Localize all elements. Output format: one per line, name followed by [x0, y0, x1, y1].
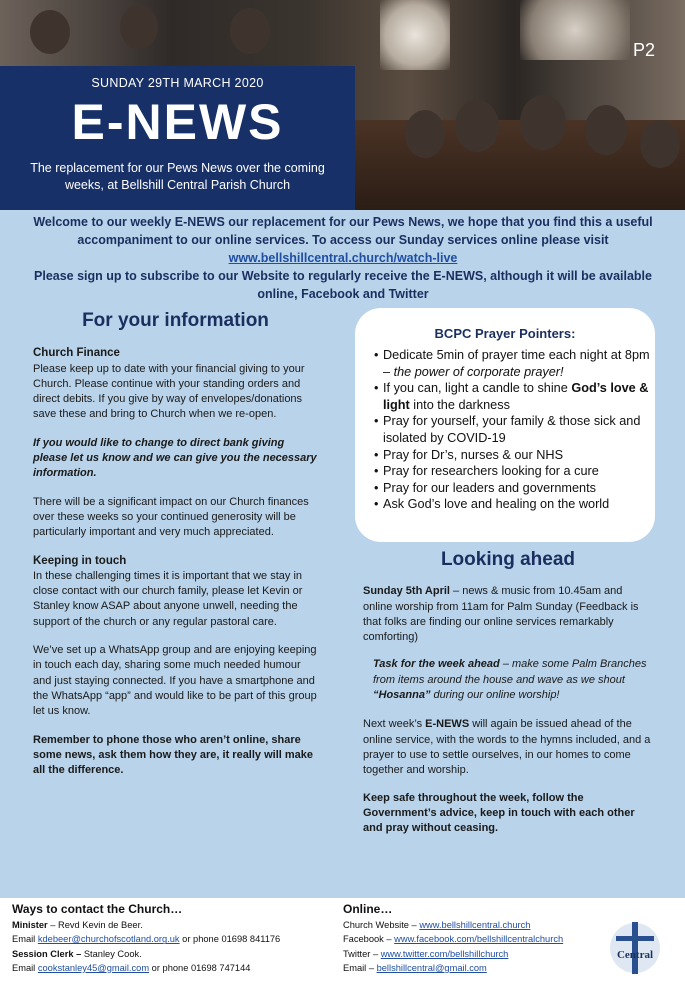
- info-heading: For your information: [82, 310, 269, 331]
- title-box: [0, 66, 355, 210]
- congregation-head: [520, 95, 566, 150]
- congregation-head: [30, 10, 70, 54]
- online-section: [343, 902, 603, 975]
- church-window: [520, 0, 630, 60]
- minister-contact: Email kdebeer@churchofscotland.org.uk or phone 01698 841176: [12, 934, 281, 945]
- list-item: • Pray for our leaders and governments: [383, 480, 655, 497]
- contact-heading: Ways to contact the Church…: [12, 902, 183, 916]
- website-link[interactable]: www.bellshillcentral.church: [419, 920, 531, 931]
- congregation-head: [640, 120, 680, 168]
- ahead-heading: Looking ahead: [440, 549, 576, 570]
- twitter-link[interactable]: www.twitter.com/bellshillchurch: [380, 948, 509, 959]
- congregation-head: [405, 110, 445, 158]
- finance-text: Please keep up to date with your financial giving to your Church. Please continue with your standing orders and direct debits. If you give by way of envelopes/donations save these and bring to Church when we re-open.: [33, 362, 305, 421]
- list-item: • Pray for yourself, your family & those sick and isolated by COVID-19: [383, 413, 655, 446]
- logo-text: Central: [616, 949, 654, 961]
- facebook-line: Facebook – www.facebook.com/bellshillcentralchurch: [343, 934, 564, 945]
- church-logo: [608, 918, 662, 978]
- list-item: • Pray for researchers looking for a cure: [383, 463, 655, 480]
- clerk-email-link[interactable]: cookstanley45@gmail.com: [37, 962, 150, 973]
- issue-date: SUNDAY 29TH MARCH 2020: [91, 76, 264, 90]
- page-subtitle: The replacement for our Pews News over the coming weeks, at Bellshill Central Parish Church: [30, 161, 325, 192]
- welcome-text: [18, 213, 668, 303]
- touch-heading: Keeping in touch: [33, 554, 127, 567]
- keep-safe-text: Keep safe throughout the week, follow the Government’s advice, keep in touch with each other and pray without ceasing.: [363, 791, 635, 835]
- contact-section: [12, 902, 332, 975]
- list-item: • Dedicate 5min of prayer time each night at 8pm – the power of corporate prayer!: [383, 347, 655, 380]
- minister-email-link[interactable]: kdebeer@churchofscotland.org.uk: [37, 934, 180, 945]
- touch-text: In these challenging times it is important that we stay in close contact with our church family, please let Kevin or Stanley know ASAP about anyone unwell, needing the support of the church or any regular pastoral care.: [33, 569, 303, 628]
- facebook-link[interactable]: www.facebook.com/bellshillcentralchurch: [394, 934, 564, 945]
- page-number: P2: [632, 40, 655, 60]
- prayer-list: [355, 347, 655, 513]
- palm-sunday-text: Sunday 5th April – news & music from 10.45am and online worship from 11am for Palm Sunday (Feedback is that folks are finding our online services remarkably comforting): [363, 585, 639, 644]
- subscribe-line: Please sign up to subscribe to our Website to regularly receive the E-NEWS, although it will be available online, Facebook and Twitter: [34, 269, 652, 301]
- online-heading: Online…: [343, 902, 393, 916]
- list-item: • If you can, light a candle to shine God’s love & light into the darkness: [383, 380, 655, 413]
- clerk-contact: Email cookstanley45@gmail.com or phone 01698 747144: [12, 962, 251, 973]
- direct-bank-note: If you would like to change to direct bank giving please let us know and we can give you the necessary information.: [33, 436, 317, 480]
- minister-line: Minister – Revd Kevin de Beer.: [12, 920, 143, 931]
- prayer-pointers-box: [355, 308, 655, 542]
- twitter-line: Twitter – www.twitter.com/bellshillchurch: [343, 948, 509, 959]
- finance-impact: There will be a significant impact on our Church finances over these weeks so your continued generosity will be particularly important and very much appreciated.: [33, 495, 309, 539]
- congregation-head: [585, 105, 627, 155]
- next-week-text: Next week’s E-NEWS will again be issued ahead of the online service, with the words to the hymns included, and a prayer to use to settle ourselves, in our homes to come together and worship.: [363, 718, 651, 777]
- ahead-column: [363, 549, 653, 848]
- welcome-line: Welcome to our weekly E-NEWS our replacement for our Pews News, we hope that you find this a useful accompaniment to our online services. To access our Sunday services online please visit: [33, 215, 653, 247]
- whatsapp-text: We’ve set up a WhatsApp group and are enjoying keeping in touch each day, sharing some much needed humour and just staying connected. If you have a smartphone and the WhatsApp “app” and would like to be part of this group let us know.: [33, 644, 317, 718]
- clerk-line: Session Clerk – Stanley Cook.: [12, 948, 142, 959]
- website-line: Church Website – www.bellshillcentral.church: [343, 920, 531, 931]
- church-window: [380, 0, 450, 70]
- list-item: • Pray for Dr’s, nurses & our NHS: [383, 447, 655, 464]
- prayer-heading: BCPC Prayer Pointers:: [434, 326, 576, 341]
- phone-reminder: Remember to phone those who aren’t online, share some news, ask them how they are, it really will make all the difference.: [33, 733, 314, 777]
- list-item: • Ask God’s love and healing on the world: [383, 496, 655, 513]
- congregation-head: [230, 8, 270, 54]
- church-email-link[interactable]: bellshillcentral@gmail.com: [376, 962, 487, 973]
- footer: [0, 898, 685, 989]
- info-column: [33, 310, 318, 791]
- email-line: Email – bellshillcentral@gmail.com: [343, 962, 487, 973]
- congregation-head: [455, 100, 499, 152]
- page-title: E-NEWS: [71, 94, 284, 150]
- task-text: Task for the week ahead – make some Palm Branches from items around the house and wave as we shout “Hosanna” during our online worship!: [373, 658, 647, 702]
- watch-live-link[interactable]: www.bellshillcentral.church/watch-live: [228, 251, 458, 265]
- finance-heading: Church Finance: [33, 347, 120, 360]
- congregation-head: [120, 5, 158, 49]
